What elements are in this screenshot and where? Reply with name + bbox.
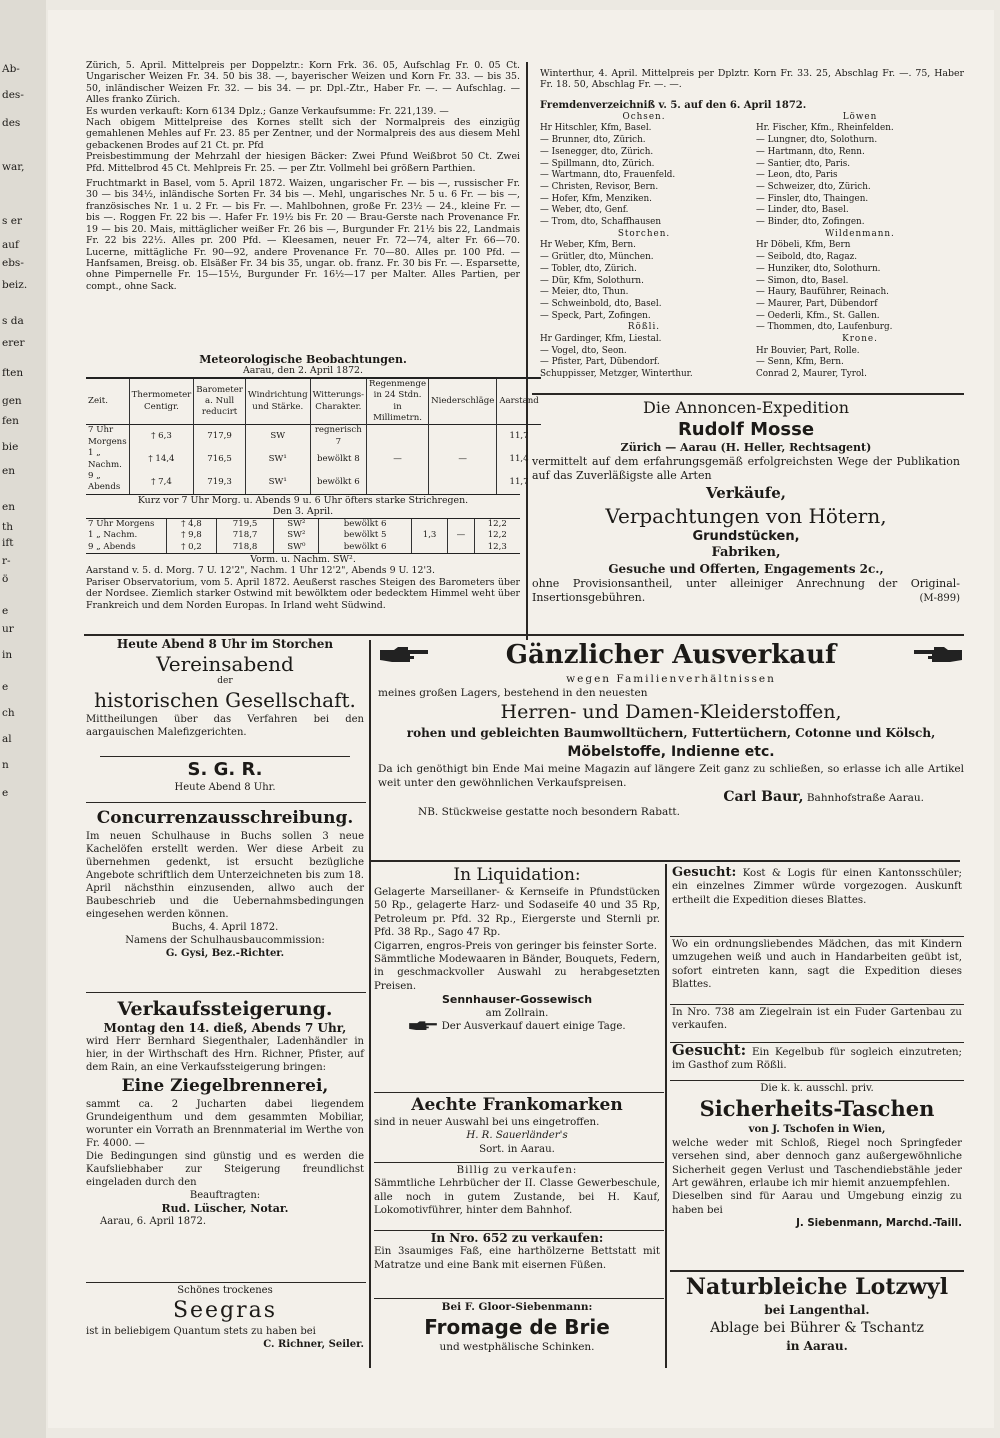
ausverkauf-kleiderstoffe: Herren- und Damen-Kleiderstoffen,	[500, 701, 842, 723]
meteo-cell: bewölkt 8	[310, 448, 366, 471]
frankomarken-signature: H. R. Sauerländer's	[466, 1130, 568, 1142]
rule-frankomarken	[374, 1092, 664, 1093]
meteo-cell: † 6,3	[129, 425, 194, 448]
aarstand-note: Aarstand v. 5. d. Morg. 7 U. 12'2", Nachm. 1 Uhr 12'2", Abends 9 U. 12'3.	[86, 565, 435, 577]
pointing-hand-left-icon	[912, 645, 964, 665]
edge-fragment: des-	[2, 89, 24, 101]
guest-entry: Ochsen.	[622, 111, 666, 122]
guest-entry: Conrad 2, Maurer, Tyrol.	[756, 369, 867, 380]
billig-text: Sämmtliche Lehrbücher der II. Classe Gewerbeschule, alle noch in gutem Zustande, bei H. Kauf, Lokomotivführer, hinter dem Bahnhof.	[374, 1178, 660, 1217]
meteo-cell: regnerisch 7	[310, 425, 366, 448]
edge-fragment: e	[2, 605, 9, 617]
guest-entry: Hr Weber, Kfm, Bern.	[540, 240, 636, 251]
meteo-cell: † 4,8	[167, 519, 217, 530]
seegras-signature: C. Richner, Seiler.	[263, 1339, 364, 1350]
guest-entry: — Dür, Kfm, Solothurn.	[540, 275, 644, 286]
rule-taschen	[670, 1080, 964, 1081]
edge-fragment: s da	[2, 315, 24, 327]
mosse-line1: Die Annoncen-Expedition	[643, 398, 849, 417]
mosse-name: Rudolf Mosse	[677, 419, 815, 440]
nro652-title: In Nro. 652 zu verkaufen:	[430, 1231, 604, 1245]
edge-fragment: Ab-	[2, 63, 20, 75]
guest-entry: — Thommen, dto, Laufenburg.	[756, 322, 893, 333]
meteo-table	[86, 377, 541, 494]
guest-entry: Hr Bouvier, Part, Rolle.	[756, 345, 860, 356]
meteo-cell: 719,3	[194, 471, 246, 494]
paris-observatory: Pariser Observatorium, vom 5. April 1872. Aeußerst rasches Steigen des Barometers über der Nordsee. Ziemlich starker Ostwind mit bewölktem oder bedecktem Himmel weht über Frankreich und dem Norden Europas. In Irland weht Südwind.	[86, 576, 520, 611]
verein-time: Heute Abend 8 Uhr im Storchen	[116, 637, 334, 651]
edge-fragment: en	[2, 465, 15, 477]
meteo-row	[86, 519, 520, 530]
taschen-text2: Dieselben sind für Aarau und Umgebung einzig zu haben bei	[672, 1191, 962, 1216]
rule-brie	[374, 1298, 664, 1299]
meteo-cell: 718,7	[216, 530, 273, 541]
guest-entry: — Seibold, dto, Ragaz.	[756, 252, 858, 263]
edge-fragment: r-	[2, 555, 11, 567]
edge-fragment: auf	[2, 239, 19, 251]
guest-entry: — Simon, dto, Basel.	[756, 275, 849, 286]
guest-entry: — Lungner, dto, Solothurn.	[756, 135, 878, 146]
meteo-cell: 1 „ Nachm.	[88, 530, 138, 541]
edge-fragment: fen	[2, 415, 19, 427]
meteo-cell: † 9,8	[167, 530, 217, 541]
frankomarken-sort: Sort. in Aarau.	[479, 1143, 555, 1155]
guest-entry: — Brunner, dto, Zürich.	[540, 135, 646, 146]
fremden-title: Fremdenverzeichniß v. 5. auf den 6. April 1872.	[540, 100, 807, 111]
liquidation-mode: Sämmtliche Modewaaren in Bänder, Bouquets, Federn, in geschmackvoller Auswahl zu herabgesetzten Preisen.	[374, 954, 661, 992]
ausverkauf-sub: wegen Familienverhältnissen	[566, 673, 776, 685]
guest-entry: — Tobler, dto, Zürich.	[540, 263, 637, 274]
steigerung-text: wird Herr Bernhard Siegenthaler, Ladenhändler in hier, in der Wirthschaft des Hrn. Richner, Pfister, auf dem Rain, an eine Verkaufssteigerung bringen:	[86, 1036, 364, 1073]
meteo-cell: 717,9	[194, 425, 246, 448]
rule-seegras	[86, 1282, 366, 1283]
nro652-text: Ein 3saumiges Faß, eine harthölzerne Bettstatt mit Matratze und eine Bank mit eisernen Füßen.	[374, 1246, 660, 1271]
meteo-cell: bewölkt 5	[319, 530, 412, 541]
billig-title: Billig zu verkaufen:	[456, 1165, 578, 1176]
ausverkauf-title: Gänzlicher Ausverkauf	[505, 640, 837, 670]
guest-entry: — Isenegger, dto, Zürich.	[540, 146, 654, 157]
concurrenz-advert	[86, 806, 364, 990]
maedchen-text: Wo ein ordnungsliebendes Mädchen, das mit Kindern umzugehen weiß und auch in Handarbeiten geübt ist, sofort eintreten kann, sagt die Expedition dieses Blattes.	[672, 939, 962, 991]
mosse-advert	[532, 397, 960, 631]
zurich-report: Zürich, 5. April. Mittelpreis per Doppelztr.: Korn Frk. 36. 05, Aufschlag Fr. 0. 05 Ct. Ungarischer Weizen Fr. 34. 50 bis 38. —, bayerischer Weizen und Korn Fr. 33. — bis 35. 50, inländischer Weizen Fr. 32. — bis 34. — pr. Dpl.-Ztr., Haber Fr. —. — Aufschlag. — Alles franko Zürich.	[86, 60, 520, 106]
rule-maedchen	[670, 936, 964, 937]
guest-entry: — Senn, Kfm, Bern.	[756, 357, 844, 368]
lotzwyl-aarau: in Aarau.	[786, 1339, 848, 1353]
meteo-cell: 1 „ Nachm.	[88, 448, 122, 470]
column-divider-left	[369, 640, 371, 1368]
meteo-header-cell: Regenmenge in 24 Stdn. in Millimetrn.	[367, 378, 429, 425]
steigerung-text3: Die Bedingungen sind günstig und es werden die Kaufsliebhaber zur Steigerung freundlichst eingeladen durch den	[86, 1151, 364, 1188]
seegras-l1: Schönes trockenes	[177, 1285, 273, 1296]
seegras-advert	[86, 1284, 364, 1368]
meteo-cell: 11,7	[497, 471, 541, 494]
guest-entry: — Vogel, dto, Seon.	[540, 345, 627, 356]
edge-fragment: ö	[2, 573, 9, 585]
mosse-fabriken: Fabriken,	[711, 545, 781, 560]
meteo-cell: 12,2	[474, 519, 520, 530]
billig-advert	[374, 1164, 660, 1230]
lotzwyl-title: Naturbleiche Lotzwyl	[685, 1274, 949, 1300]
steigerung-beauftragt: Beauftragten:	[189, 1190, 261, 1201]
lotzwyl-advert	[672, 1272, 962, 1368]
verein-society: historischen Gesellschaft.	[94, 688, 356, 713]
guest-entry: Hr. Fischer, Kfm., Rheinfelden.	[756, 123, 894, 134]
steigerung-place: Aarau, 6. April 1872.	[100, 1216, 207, 1227]
edge-fragment: n	[2, 759, 9, 771]
meteo-cell	[367, 425, 429, 448]
edge-fragment: war,	[2, 161, 25, 173]
meteo-header-cell: Zeit.	[88, 395, 108, 406]
garten-advert	[672, 1006, 962, 1040]
meteo-header-cell: Aarstand	[497, 378, 541, 425]
edge-fragment: ur	[2, 623, 14, 635]
meteo-cell: 716,5	[194, 448, 246, 471]
gesucht-kegelbub-advert	[672, 1041, 962, 1080]
section-rule-mid	[370, 860, 960, 862]
guest-entry: — Maurer, Part, Dübendorf	[756, 298, 878, 309]
ausverkauf-l1: meines großen Lagers, bestehend in den neuesten	[378, 687, 648, 699]
edge-fragment: en	[2, 501, 15, 513]
gesucht-kegelbub-text: Ein Kegelbub für sogleich einzutreten; im Gasthof zum Rößli.	[672, 1047, 962, 1072]
frankomarken-title: Aechte Frankomarken	[411, 1095, 623, 1115]
guest-entry: — Weber, dto, Genf.	[540, 205, 629, 216]
rule-mosse	[532, 393, 964, 395]
guest-entry: — Wartmann, dto, Frauenfeld.	[540, 170, 676, 181]
liquidation-foot: Der Ausverkauf dauert einige Tage.	[441, 1021, 626, 1033]
left-page-edge	[0, 0, 46, 1438]
fremden-list-left	[540, 112, 748, 381]
brie-schinken: und westphälische Schinken.	[439, 1341, 595, 1353]
meteo-cell: SW²	[274, 519, 319, 530]
guest-entry: — Leon, dto, Paris	[756, 170, 838, 181]
maedchen-advert	[672, 938, 962, 1002]
lotzwyl-place: bei Langenthal.	[764, 1303, 870, 1317]
meteo-cell: SW	[245, 425, 310, 448]
ausverkauf-advert	[378, 638, 964, 858]
meteo-cell	[429, 425, 497, 448]
guest-entry: Rößli.	[627, 322, 661, 333]
meteo-cell: † 7,4	[129, 471, 194, 494]
edge-fragment: s er	[2, 215, 22, 227]
column-divider-right	[665, 864, 667, 1368]
fremden-list-right	[756, 112, 964, 381]
guest-entry: — Finsler, dto, Thaingen.	[756, 193, 869, 204]
meteo-cell: † 0,2	[167, 542, 217, 553]
meteo-cell: † 14,4	[129, 448, 194, 471]
meteo-row	[86, 471, 541, 494]
guest-entry: — Hunziker, dto, Solothurn.	[756, 263, 881, 274]
seegras-title: Seegras	[172, 1298, 278, 1323]
ausverkauf-text: Da ich genöthigt bin Ende Mai meine Magazin auf längere Zeit ganz zu schließen, so erlasse ich alle Artikel weit unter den gewöhnlichen Verkaufspreisen.	[378, 763, 964, 789]
guest-entry: Löwen	[842, 111, 878, 122]
rule-sgr	[100, 756, 350, 757]
meteo-row	[86, 425, 541, 448]
gesucht-label: Gesucht:	[672, 865, 737, 880]
guest-entry: Storchen.	[617, 228, 671, 239]
guest-entry: — Schweizer, dto, Zürich.	[756, 181, 871, 192]
edge-fragment: erer	[2, 337, 25, 349]
liquidation-advert	[374, 864, 660, 1090]
meteo-cell: 7 Uhr Morgens	[88, 425, 127, 447]
mosse-gesuche: Gesuche und Offerten, Engagements 2c.,	[608, 562, 884, 576]
meteo-cell: SW¹	[245, 448, 310, 471]
zurich-market-report	[86, 60, 520, 350]
edge-fragment: ften	[2, 367, 24, 379]
meteo-cell: 11,7	[497, 425, 541, 448]
meteo-note-2: Vorm. u. Nachm. SW².	[86, 553, 520, 565]
meteo-date-2: Den 3. April.	[86, 506, 520, 518]
liquidation-cigarren: Cigarren, engros-Preis von geringer bis feinster Sorte.	[374, 940, 657, 952]
sgr-advert	[86, 758, 364, 802]
guest-entry: Schuppisser, Metzger, Winterthur.	[540, 369, 693, 380]
lotzwyl-ablage: Ablage bei Bührer & Tschantz	[710, 1320, 924, 1336]
ausverkauf-moebel: Möbelstoffe, Indienne etc.	[567, 744, 775, 760]
meteo-cell: SW²	[274, 530, 319, 541]
edge-fragment: gen	[2, 395, 22, 407]
ausverkauf-signature: Carl Baur,	[723, 789, 804, 805]
brie-seller: Bei F. Gloor-Siebenmann:	[441, 1301, 593, 1313]
rule-concurrenz	[86, 802, 366, 803]
mosse-verkaufe: Verkäufe,	[706, 484, 786, 502]
meteo-cell: —	[448, 530, 474, 541]
steigerung-date: Montag den 14. dieß, Abends 7 Uhr,	[103, 1021, 347, 1035]
mosse-conditions: ohne Provisionsantheil, unter alleiniger Anrechnung der Original-Insertionsgebühren.	[532, 577, 960, 604]
sgr-title: S. G. R.	[187, 759, 263, 780]
guest-entry: Hr Döbeli, Kfm, Bern	[756, 240, 851, 251]
meteo-cell: 719,5	[216, 519, 273, 530]
meteo-header-cell: Thermometer Centigr.	[129, 378, 194, 425]
winterthur-report	[540, 68, 964, 98]
meteo-cell: SW⁰	[274, 542, 319, 553]
guest-entry: — Santier, dto, Paris.	[756, 158, 851, 169]
guest-entry: — Schweinbold, dto, Basel.	[540, 298, 662, 309]
meteo-place-date: Aarau, den 2. April 1872.	[243, 365, 363, 377]
guest-entry: — Trom, dto, Schaffhausen	[540, 217, 662, 228]
edge-fragment: e	[2, 681, 9, 693]
guest-entry: — Grütler, dto, München.	[540, 252, 654, 263]
mosse-grundstuecken: Grundstücken,	[692, 529, 800, 544]
nro652-advert	[374, 1232, 660, 1296]
guest-entry: — Oederli, Kfm., St. Gallen.	[756, 310, 880, 321]
frankomarken-text: sind in neuer Auswahl bei uns eingetroffen.	[374, 1117, 600, 1128]
brie-title: Fromage de Brie	[424, 1315, 610, 1339]
gesucht-kost-text: Kost & Logis für einen Kantonsschüler; ein einzelnes Zimmer würde vorgezogen. Auskunft ertheilt die Expedition dieses Blattes.	[672, 868, 962, 906]
meteo-row	[86, 530, 520, 541]
meteo-cell: —	[367, 448, 429, 471]
gesucht-kost-advert	[672, 866, 962, 934]
meteo-cell	[429, 471, 497, 494]
rule-billig	[374, 1162, 664, 1163]
guest-entry: — Speck, Part, Zofingen.	[540, 310, 651, 321]
guest-entry: — Hartmann, dto, Renn.	[756, 146, 865, 157]
liquidation-foot-row	[374, 1020, 660, 1033]
preisbestimmung-note: Preisbestimmung der Mehrzahl der hiesigen Bäcker: Zwei Pfund Weißbrot 50 Ct. Zwei Pfd. Mittelbrod 45 Ct. Mehlpreis Fr. 25. — per Ztr. Vollmehl bei größern Parthien.	[86, 151, 520, 174]
concurrenz-text: Im neuen Schulhause in Buchs sollen 3 neue Kachelöfen erstellt werden. Wer diese Arbeit zu übernehmen gedenkt, ist ersucht bezügliche Angebote schriftlich dem Unterzeichneten bis zum 18. April nächsthin einzusenden, allwo auch der Baubeschrieb und die Uebernahmsbedingungen eingesehen werden können.	[86, 831, 364, 920]
liquidation-text: Gelagerte Marseillaner- & Kernseife in Pfundstücken 50 Rp., gelagerte Harz- und Sodaseife 40 und 35 Rp, Petroleum pr. Pfd. 32 Rp., Eiergerste und Sternli pr. Pfd. 38 Rp., Sago 47 Rp.	[374, 887, 660, 939]
verkauft-note: Es wurden verkauft: Korn 6134 Dplz.; Ganze Verkaufsumme: Fr. 221,139. —	[86, 105, 449, 117]
column-divider-top	[526, 62, 528, 640]
vereinsabend-advert	[86, 636, 364, 756]
guest-entry: Krone.	[842, 334, 878, 345]
meteo-header-cell: Windrichtung und Stärke.	[245, 378, 310, 425]
meteo-row	[86, 448, 541, 471]
taschen-signature: J. Siebenmann, Marchd.-Taill.	[796, 1218, 962, 1230]
guest-entry: — Linder, dto, Basel.	[756, 205, 849, 216]
steigerung-text2: sammt ca. 2 Jucharten dabei liegendem Grundeigenthum und dem gesammten Mobiliar, worunter ein Vorrath an Brennmaterial im Werthe von Fr. 4000. —	[86, 1099, 364, 1149]
steigerung-item: Eine Ziegelbrennerei,	[121, 1076, 329, 1096]
edge-fragment: in	[2, 649, 13, 661]
meteo-cell	[411, 542, 447, 553]
edge-fragment: bie	[2, 441, 19, 453]
gesucht2-label: Gesucht:	[672, 1041, 747, 1059]
edge-fragment: des	[2, 117, 21, 129]
meteo-cell: bewölkt 6	[319, 542, 412, 553]
meteo-table-2	[86, 519, 520, 553]
edge-fragment: ebs-	[2, 257, 24, 269]
meteo-cell: 1,3	[411, 530, 447, 541]
pointing-hand-icon	[408, 1020, 438, 1032]
taschen-privilege: Die k. k. ausschl. priv.	[760, 1083, 874, 1094]
guest-entry: — Binder, dto, Zofingen.	[756, 217, 865, 228]
meteo-cell: 11,4	[497, 448, 541, 471]
meteo-cell: —	[429, 448, 497, 471]
mittelpreis-note: Nach obigem Mittelpreise des Kornes stellt sich der Normalpreis des einzigüg gemahlenen Mehles auf Fr. 23. 85 per Zentner, und der Normalpreis des aus diesem Mehl gebackenen Brodes auf 21 Ct. pr. Pfd	[86, 117, 520, 151]
rule-steigerung	[86, 992, 366, 993]
edge-fragment: ift	[2, 537, 14, 549]
liquidation-signature: Sennhauser-Gossewisch	[441, 993, 593, 1007]
seegras-text: ist in beliebigem Quantum stets zu haben bei	[86, 1326, 316, 1337]
edge-fragment: al	[2, 733, 12, 745]
steigerung-title: Verkaufssteigerung.	[117, 998, 333, 1020]
garten-text: In Nro. 738 am Ziegelrain ist ein Fuder Gartenbau zu verkaufen.	[672, 1007, 962, 1032]
steigerung-advert	[86, 996, 364, 1280]
guest-entry: Hr Gardinger, Kfm, Liestal.	[540, 334, 662, 345]
meteo-cell	[411, 519, 447, 530]
guest-entry: — Haury, Bauführer, Reinach.	[756, 287, 889, 298]
ausverkauf-nb: NB. Stückweise gestatte noch besondern Rabatt.	[418, 806, 680, 818]
meteo-cell: bewölkt 6	[319, 519, 412, 530]
meteo-cell: bewölkt 6	[310, 471, 366, 494]
meteorological-section	[86, 353, 539, 632]
meteo-cell	[448, 542, 474, 553]
meteo-header-cell: Niederschläge	[429, 378, 497, 425]
meteo-cell: 9 „ Abends	[88, 471, 121, 493]
verein-text: Mittheilungen über das Verfahren bei den aargauischen Malefizgerichten.	[86, 714, 364, 739]
guest-entry: — Pfister, Part, Dübendorf.	[540, 357, 660, 368]
winterthur-text: Winterthur, 4. April. Mittelpreis per Dplztr. Korn Fr. 33. 25, Abschlag Fr. —. 75, Haber Fr. 18. 50, Abschlag Fr. —. —.	[540, 68, 964, 91]
concurrenz-signature: G. Gysi, Bez.-Richter.	[165, 948, 285, 959]
liquidation-title: In Liquidation:	[453, 865, 581, 885]
verein-der: der	[217, 676, 233, 686]
meteo-cell: SW¹	[245, 471, 310, 494]
meteo-row	[86, 542, 520, 553]
pointing-hand-right-icon	[378, 645, 430, 665]
brie-advert	[374, 1300, 660, 1366]
edge-fragment: th	[2, 521, 13, 533]
basel-market-report: Fruchtmarkt in Basel, vom 5. April 1872. Waizen, ungarischer Fr. — bis —, russischer Fr. 30 — bis 34½, inländische Sorten Fr. 34 bis —. Mehl, ungarisches Nr. 5 u. 6 Fr. — bis —, französisches Nr. 1 u. 2 Fr. — bis Fr. —. Mahlbohnen, große Fr. 23½ — 24., kleine Fr. — bis —. Roggen Fr. 22 bis —. Hafer Fr. 19½ bis Fr. 20 — Brau-Gerste nach Provenance Fr. 19 — bis 20. Mais, mittäglicher weißer Fr. 26 bis —, Burgunder Fr. 21½ bis 22, Landmais Fr. 22 bis 22½. Alles pr. 200 Pfd. — Kleesamen, neuer Fr. 72—74, alter Fr. 66—70. Lucerne, mittägliche Fr. 90—92, andere Provenance Fr. 70—80. Alles pr. 100 Pfd. — Hanfsamen, Breisg. ob. Elsäßer Fr. 34 bis 35, ungar. ob. franz. Fr. 30 bis Fr. —. Esparsette, ohne Pimpernelle Fr. 15—15½, Burgunder Fr. 16½—17 per Malter. Alles Partien, per compt., ohne Sack.	[86, 178, 520, 292]
edge-fragment: beiz.	[2, 279, 28, 291]
mosse-text: vermittelt auf dem erfahrungsgemäß erfolgreichsten Wege der Publikation auf das Zuverläßigste alle Arten	[532, 455, 960, 482]
verein-title: Vereinsabend	[156, 652, 294, 676]
guest-entry: — Hofer, Kfm, Menziken.	[540, 193, 652, 204]
edge-fragment: e	[2, 787, 9, 799]
meteo-cell: 9 „ Abends	[88, 541, 136, 552]
concurrenz-date: Buchs, 4. April 1872.	[171, 922, 279, 933]
taschen-text: welche weder mit Schloß, Riegel noch Springfeder versehen sind, aber dennoch ganz außergewöhnliche Sicherheit gegen Verlust und Taschendiebstähle jeder Art gewähren, erlaube ich mir hiemit anzuempfehlen.	[672, 1137, 962, 1190]
edge-fragment: ch	[2, 707, 15, 719]
taschen-maker: von J. Tschofen in Wien,	[748, 1123, 886, 1136]
meteo-cell: 718,8	[216, 542, 273, 553]
fremdenverzeichnis	[540, 100, 964, 390]
sgr-sub: Heute Abend 8 Uhr.	[174, 782, 276, 793]
steigerung-signature: Rud. Lüscher, Notar.	[161, 1202, 289, 1215]
mosse-code: (M-899)	[919, 593, 960, 604]
taschen-advert	[672, 1082, 962, 1268]
guest-entry: Hr Hitschler, Kfm, Basel.	[540, 123, 652, 134]
guest-entry: — Christen, Revisor, Bern.	[540, 181, 659, 192]
liquidation-address: am Zollrain.	[485, 1007, 549, 1019]
concurrenz-title: Concurrenzausschreibung.	[96, 808, 354, 828]
meteo-header-cell: Barometer a. Null reducirt	[194, 378, 246, 425]
mosse-verpachtungen: Verpachtungen von Hötern,	[605, 504, 887, 528]
guest-entry: Wildenmann.	[825, 228, 895, 239]
frankomarken-advert	[374, 1094, 660, 1162]
meteo-note-1: Kurz vor 7 Uhr Morg. u. Abends 9 u. 6 Uhr öfters starke Strichregen.	[86, 494, 520, 506]
ausverkauf-address: Bahnhofstraße Aarau.	[806, 792, 924, 804]
concurrenz-namens: Namens der Schulhausbaucommission:	[125, 935, 325, 946]
meteo-cell: 7 Uhr Morgens	[88, 518, 155, 529]
guest-entry: — Spillmann, dto, Zürich.	[540, 158, 655, 169]
mosse-offices: Zürich — Aarau (H. Heller, Rechtsagent)	[620, 441, 872, 454]
rule-garten	[670, 1004, 964, 1005]
meteo-header-cell: Witterungs-Charakter.	[310, 378, 366, 425]
meteo-cell: 12,2	[474, 530, 520, 541]
meteo-cell: 12,3	[474, 542, 520, 553]
ausverkauf-baumwoll: rohen und gebleichten Baumwolltüchern, Futtertüchern, Cotonne und Kölsch,	[406, 726, 936, 740]
meteo-title: Meteorologische Beobachtungen.	[199, 353, 407, 366]
guest-entry: — Meier, dto, Thun.	[540, 287, 629, 298]
taschen-title: Sicherheits-Taschen	[699, 1096, 935, 1122]
meteo-cell	[367, 471, 429, 494]
meteo-cell	[448, 519, 474, 530]
